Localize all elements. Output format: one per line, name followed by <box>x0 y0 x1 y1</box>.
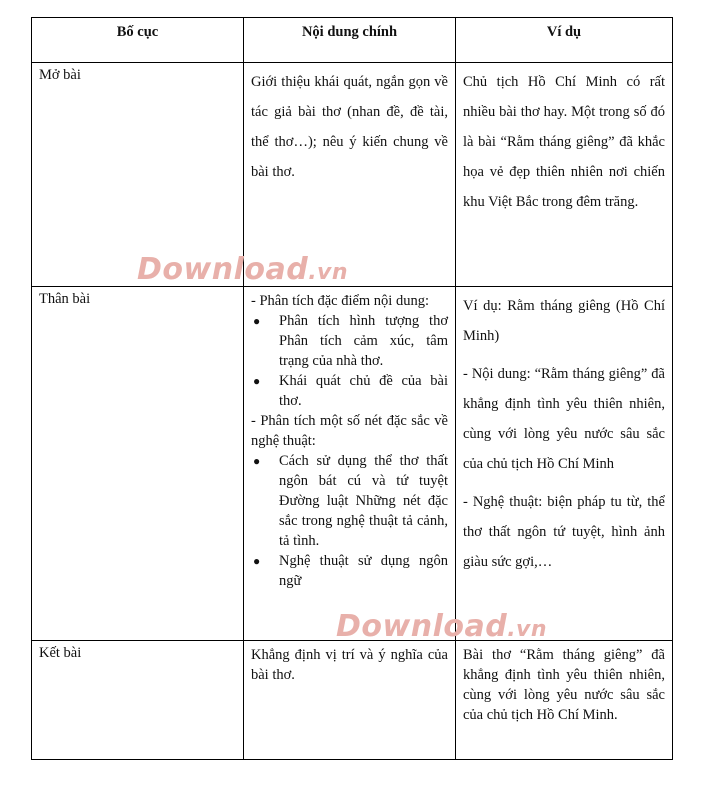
example-noi-dung: - Nội dung: “Rằm tháng giêng” đã khẳng định tình yêu thiên nhiên, cùng với lòng yêu nước sâu sắc của chủ tịch Hồ Chí Minh <box>463 366 665 472</box>
table-row <box>32 641 673 760</box>
list-item: ● Phân tích hình tượng thơ Phân tích cảm xúc, tâm trạng của nhà thơ. <box>251 311 448 371</box>
content-ket-bai: Khẳng định vị trí và ý nghĩa của bài thơ. <box>244 641 456 760</box>
bullet-list-noi-dung <box>251 311 448 411</box>
content-intro-nghe-thuat: - Phân tích một số nét đặc sắc về nghệ thuật: <box>251 413 448 449</box>
outline-table <box>31 17 673 760</box>
watermark-suffix: .vn <box>308 260 349 285</box>
header-bo-cuc: Bố cục <box>32 18 244 63</box>
list-item: ● Khái quát chủ đề của bài thơ. <box>251 371 448 411</box>
bullet-list-nghe-thuat <box>251 451 448 591</box>
header-noi-dung-chinh: Nội dung chính <box>244 18 456 63</box>
watermark-text: Download <box>137 252 309 287</box>
watermark-logo <box>336 609 547 644</box>
list-item: ● Nghệ thuật sử dụng ngôn ngữ <box>251 551 448 591</box>
example-mo-bai: Chủ tịch Hồ Chí Minh có rất nhiều bài thơ hay. Một trong số đó là bài “Rằm tháng giêng” đã khắc họa vẻ đẹp thiên nhiên nơi chiến khu Việt Bắc trong đêm trăng. <box>456 63 673 287</box>
watermark-suffix: .vn <box>507 617 548 642</box>
table-row <box>32 287 673 641</box>
content-than-bai <box>244 287 456 641</box>
watermark-logo <box>137 252 348 287</box>
content-intro-noi-dung: - Phân tích đặc điểm nội dung: <box>251 293 429 309</box>
section-than-bai: Thân bài <box>32 287 244 641</box>
content-mo-bai: Giới thiệu khái quát, ngắn gọn về tác giả bài thơ (nhan đề, đề tài, thể thơ…); nêu ý kiến chung về bài thơ. <box>244 63 456 287</box>
header-vi-du: Ví dụ <box>456 18 673 63</box>
example-than-bai <box>456 287 673 641</box>
section-ket-bai: Kết bài <box>32 641 244 760</box>
watermark-text: Download <box>336 609 508 644</box>
section-mo-bai: Mở bài <box>32 63 244 287</box>
example-ket-bai: Bài thơ “Rằm tháng giêng” đã khẳng định tình yêu thiên nhiên, cùng với lòng yêu nước sâu sắc của chủ tịch Hồ Chí Minh. <box>456 641 673 760</box>
table-row <box>32 63 673 287</box>
example-nghe-thuat: - Nghệ thuật: biện pháp tu từ, thể thơ thất ngôn tứ tuyệt, hình ảnh giàu sức gợi,… <box>463 494 665 570</box>
list-item: ● Cách sử dụng thể thơ thất ngôn bát cú và tứ tuyệt Đường luật Những nét đặc sắc trong nghệ thuật tả cảnh, tả tình. <box>251 451 448 551</box>
example-title: Ví dụ: Rằm tháng giêng (Hồ Chí Minh) <box>463 298 665 344</box>
table-header-row <box>32 18 673 63</box>
